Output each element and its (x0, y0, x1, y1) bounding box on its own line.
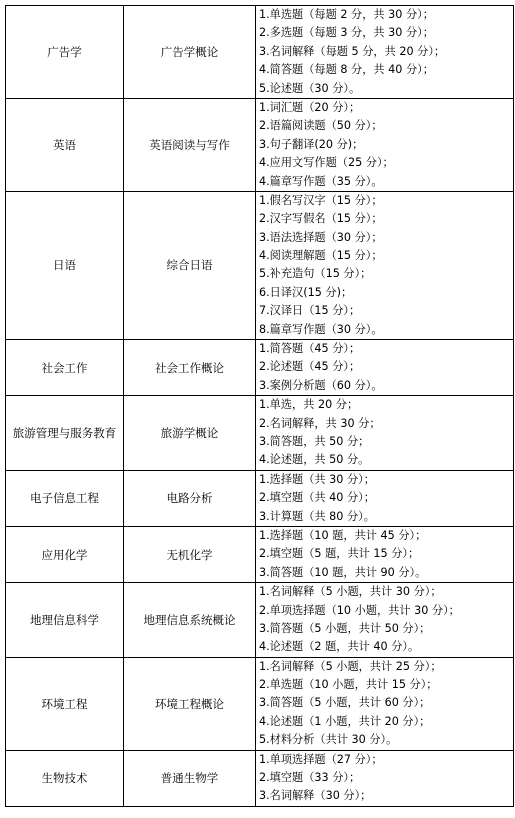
question-types-cell (256, 396, 514, 471)
exam-structure-table-container (5, 5, 509, 807)
question-type-item: 1.词汇题（20 分）； (259, 100, 361, 114)
question-type-item: 2.语篇阅读题（50 分）； (259, 119, 383, 133)
question-type-item: 4.论述题（2 题，共计 40 分）。 (259, 640, 420, 654)
table-row (6, 340, 514, 396)
question-type-item: 2.单选题（10 小题，共计 15 分）； (259, 678, 438, 692)
question-types-cell (256, 470, 514, 526)
question-type-item: 2.汉字写假名（15 分）； (259, 212, 383, 226)
major-cell: 社会工作 (6, 340, 124, 396)
question-type-item: 5.论述题（30 分）。 (259, 81, 361, 95)
course-cell: 社会工作概论 (124, 340, 256, 396)
question-type-item: 1.单选，共 20 分； (259, 398, 359, 412)
major-cell: 日语 (6, 191, 124, 339)
major-cell: 应用化学 (6, 526, 124, 582)
question-type-item: 2.多选题（每题 3 分，共 30 分）； (259, 26, 434, 40)
question-type-item: 3.语法选择题（30 分）； (259, 230, 383, 244)
question-type-item: 2.填空题（33 分）； (259, 771, 361, 785)
table-row (6, 470, 514, 526)
table-row (6, 657, 514, 750)
question-type-item: 4.简答题（每题 8 分，共 40 分）； (259, 63, 434, 77)
question-types-cell (256, 526, 514, 582)
question-type-item: 2.填空题（共 40 分）； (259, 491, 375, 505)
question-type-item: 4.篇章写作题（35 分）。 (259, 174, 383, 188)
table-body (6, 6, 514, 807)
question-type-item: 1.单项选择题（27 分）； (259, 752, 383, 766)
question-types-cell (256, 340, 514, 396)
major-cell: 环境工程 (6, 657, 124, 750)
major-cell: 广告学 (6, 6, 124, 99)
question-type-item: 1.简答题（45 分）； (259, 342, 361, 356)
question-types-cell (256, 583, 514, 658)
question-type-item: 1.名词解释（5 小题，共计 25 分）； (259, 659, 442, 673)
question-type-item: 3.简答题，共 50 分； (259, 434, 370, 448)
table-row (6, 6, 514, 99)
question-type-item: 3.简答题（10 题，共计 90 分）。 (259, 565, 427, 579)
major-cell: 英语 (6, 98, 124, 191)
table-row (6, 98, 514, 191)
table-row (6, 191, 514, 339)
question-types-cell (256, 191, 514, 339)
question-type-item: 3.案例分析题（60 分）。 (259, 378, 383, 392)
table-row (6, 526, 514, 582)
course-cell: 环境工程概论 (124, 657, 256, 750)
course-cell: 综合日语 (124, 191, 256, 339)
table-row (6, 583, 514, 658)
question-type-item: 8.篇章写作题（30 分）。 (259, 322, 383, 336)
question-type-item: 3.名词解释（每题 5 分，共 20 分）； (259, 44, 446, 58)
course-cell: 广告学概论 (124, 6, 256, 99)
course-cell: 英语阅读与写作 (124, 98, 256, 191)
question-types-cell (256, 750, 514, 806)
question-type-item: 7.汉译日（15 分）； (259, 304, 361, 318)
major-cell: 旅游管理与服务教育 (6, 396, 124, 471)
table-row (6, 396, 514, 471)
table-row (6, 750, 514, 806)
question-type-item: 1.选择题（共 30 分）； (259, 472, 375, 486)
course-cell: 普通生物学 (124, 750, 256, 806)
question-type-item: 6.日译汉(15 分)； (259, 285, 353, 299)
question-type-item: 1.名词解释（5 小题，共计 30 分）； (259, 585, 442, 599)
major-cell: 生物技术 (6, 750, 124, 806)
question-type-item: 2.单项选择题（10 小题，共计 30 分）； (259, 603, 460, 617)
question-type-item: 5.材料分析（共计 30 分）。 (259, 733, 398, 747)
exam-structure-table (5, 5, 514, 807)
question-type-item: 3.简答题（5 小题，共计 50 分）； (259, 621, 431, 635)
question-types-cell (256, 6, 514, 99)
question-type-item: 3.句子翻译(20 分)； (259, 137, 364, 151)
question-type-item: 3.计算题（共 80 分）。 (259, 509, 375, 523)
course-cell: 电路分析 (124, 470, 256, 526)
course-cell: 无机化学 (124, 526, 256, 582)
question-type-item: 1.假名写汉字（15 分）； (259, 193, 383, 207)
question-type-item: 4.论述题（1 小题，共计 20 分）； (259, 714, 431, 728)
question-type-item: 2.名词解释，共 30 分； (259, 416, 381, 430)
question-type-item: 3.名词解释（30 分）； (259, 789, 372, 803)
question-type-item: 4.应用文写作题（25 分）； (259, 156, 394, 170)
course-cell: 旅游学概论 (124, 396, 256, 471)
question-type-item: 4.阅读理解题（15 分）； (259, 249, 383, 263)
question-types-cell (256, 98, 514, 191)
question-type-item: 3.简答题（5 小题，共计 60 分）； (259, 696, 431, 710)
major-cell: 电子信息工程 (6, 470, 124, 526)
course-cell: 地理信息系统概论 (124, 583, 256, 658)
question-type-item: 1.选择题（10 题，共计 45 分）； (259, 528, 427, 542)
question-type-item: 5.补充造句（15 分）； (259, 267, 372, 281)
major-cell: 地理信息科学 (6, 583, 124, 658)
question-type-item: 2.填空题（5 题，共计 15 分）； (259, 547, 420, 561)
question-type-item: 4.论述题，共 50 分。 (259, 453, 370, 467)
question-type-item: 2.论述题（45 分）； (259, 360, 361, 374)
question-types-cell (256, 657, 514, 750)
question-type-item: 1.单选题（每题 2 分，共 30 分）； (259, 8, 434, 21)
